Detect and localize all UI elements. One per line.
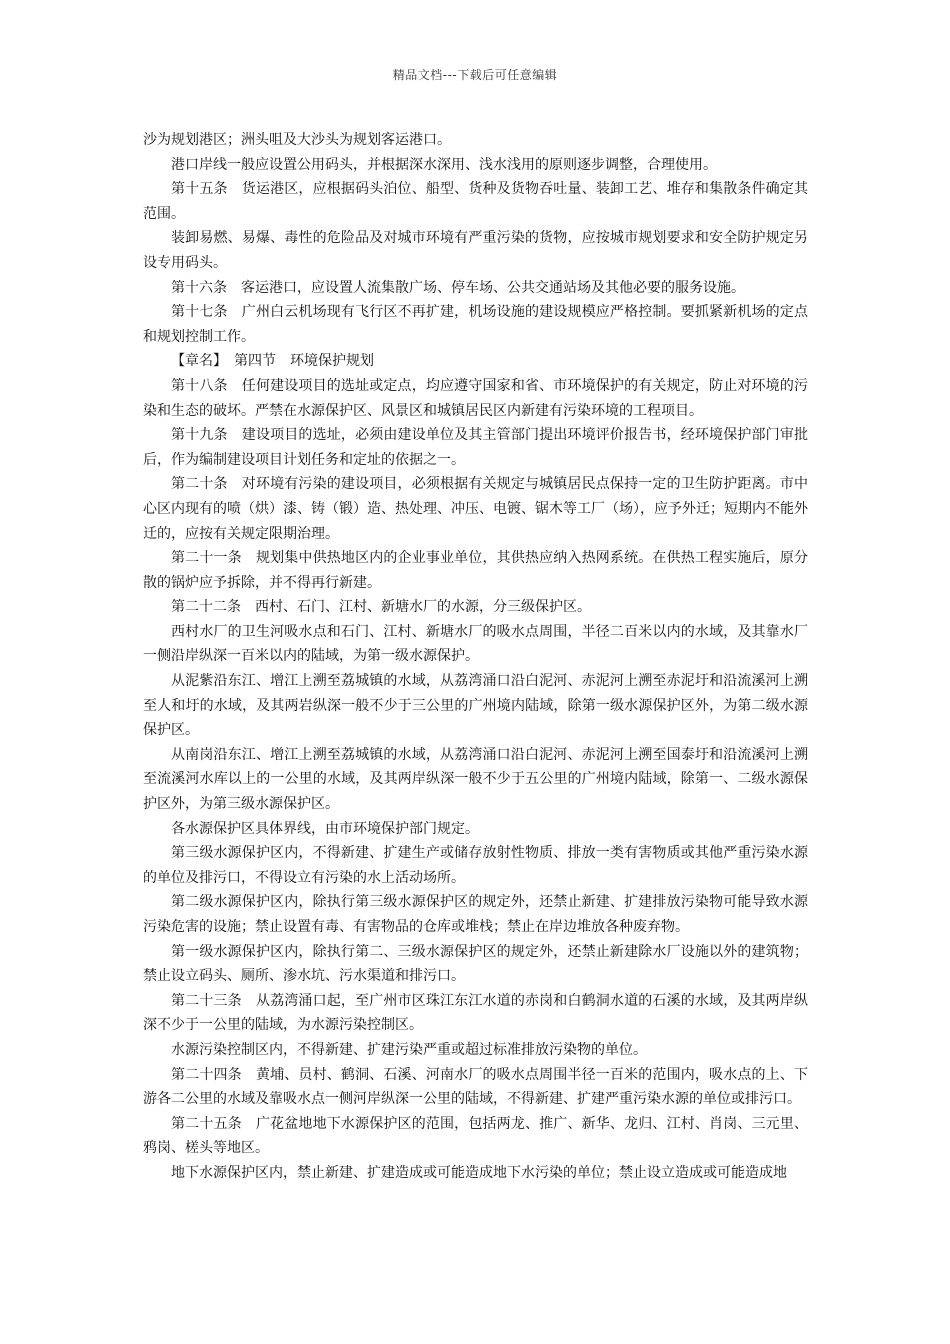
paragraph: 西村水厂的卫生河吸水点和石门、江村、新塘水厂的吸水点周围，半径二百米以内的水域，及其靠水厂一侧沿岸纵深一百米以内的陆域，为第一级水源保护。: [143, 623, 808, 665]
paragraph: 从南岗沿东江、增江上溯至荔城镇的水域，从荔湾涌口沿白泥河、赤泥河上溯至国泰圩和沿流溪河上溯至流溪河水库以上的一公里的水域，及其两岸纵深一般不少于五公里的广州境内陆域，除第一、二级水源保护区外，为第三级水源保护区。: [143, 746, 808, 813]
article-23: 第二十三条 从荔湾涌口起，至广州市区珠江东江水道的赤岗和白鹤洞水道的石溪的水域，及其两岸纵深不少于一公里的陆域，为水源污染控制区。: [143, 992, 808, 1034]
paragraph: 各水源保护区具体界线，由市环境保护部门规定。: [171, 820, 479, 837]
paragraph-continuation: 沙为规划港区；洲头咀及大沙头为规划客运港口。: [143, 132, 451, 148]
paragraph: 港口岸线一般应设置公用码头，并根据深水深用、浅水浅用的原则逐步调整，合理使用。: [171, 156, 717, 173]
article-20: 第二十条 对环境有污染的建设项目，必须根据有关规定与城镇居民点保持一定的卫生防护距离。市中心区内现有的喷（烘）漆、铸（锻）造、热处理、冲压、电镀、锯木等工厂（场），应予外迁；短期内不能外迁的，应按有关规定限期治理。: [143, 476, 808, 542]
paragraph: 第一级水源保护区内，除执行第二、三级水源保护区的规定外，还禁止新建除水厂设施以外的建筑物；禁止设立码头、厕所、渗水坑、污水渠道和排污口。: [143, 943, 808, 985]
article-22: 第二十二条 西村、石门、江村、新塘水厂的水源，分三级保护区。: [171, 599, 591, 616]
paragraph: 从泥紫沿东江、增江上溯至荔城镇的水域，从荔湾涌口沿白泥河、赤泥河上溯至赤泥圩和沿流溪河上溯至人和圩的水域，及其两岩纵深一般不少于三公里的广州境内陆域，除第一级水源保护区外，为第二级水源保护区。: [143, 673, 808, 739]
article-21: 第二十一条 规划集中供热地区内的企业事业单位，其供热应纳入热网系统。在供热工程实施后，原分散的锅炉应予拆除，并不得再行新建。: [143, 550, 808, 591]
paragraph: 装卸易燃、易爆、毒性的危险品及对城市环境有严重污染的货物，应按城市规划要求和安全防护规定另设专用码头。: [143, 230, 808, 271]
chapter-heading: 【章名】 第四节 环境保护规划: [171, 353, 374, 370]
article-16: 第十六条 客运港口，应设置人流集散广场、停车场、公共交通站场及其他必要的服务设施。: [171, 279, 745, 296]
article-25: 第二十五条 广花盆地地下水源保护区的范围，包括两龙、推广、新华、龙归、江村、肖岗、三元里、鸦岗、槎头等地区。: [143, 1115, 808, 1157]
article-17: 第十七条 广州白云机场现有飞行区不再扩建，机场设施的建设规模应严格控制。要抓紧新机场的定点和规划控制工作。: [143, 304, 808, 345]
document-body: [143, 128, 808, 1186]
document-header-watermark: 精品文档---下载后可任意编辑: [392, 68, 558, 82]
paragraph: 第三级水源保护区内，不得新建、扩建生产或储存放射性物质、排放一类有害物质或其他严重污染水源的单位及排污口，不得设立有污染的水上活动场所。: [143, 845, 808, 886]
paragraph: 第二级水源保护区内，除执行第三级水源保护区的规定外，还禁止新建、扩建排放污染物可能导致水源污染危害的设施；禁止设置有毒、有害物品的仓库或堆栈；禁止在岸边堆放各种废弃物。: [143, 894, 808, 935]
paragraph: 地下水源保护区内，禁止新建、扩建造成或可能造成地下水污染的单位；禁止设立造成或可能造成地: [171, 1164, 787, 1181]
article-15: 第十五条 货运港区，应根据码头泊位、船型、货种及货物吞吐量、装卸工艺、堆存和集散条件确定其范围。: [143, 181, 808, 222]
paragraph: 水源污染控制区内，不得新建、扩建污染严重或超过标准排放污染物的单位。: [171, 1041, 647, 1058]
article-18: 第十八条 任何建设项目的选址或定点，均应遵守国家和省、市环境保护的有关规定，防止对环境的污染和生态的破坏。严禁在水源保护区、风景区和城镇居民区内新建有污染环境的工程项目。: [143, 377, 808, 419]
article-19: 第十九条 建设项目的选址，必须由建设单位及其主管部门提出环境评价报告书，经环境保护部门审批后，作为编制建设项目计划任务和定址的依据之一。: [143, 427, 808, 468]
article-24: 第二十四条 黄埔、员村、鹤洞、石溪、河南水厂的吸水点周围半径一百米的范围内，吸水点的上、下游各二公里的水域及靠吸水点一侧河岸纵深一公里的陆域，不得新建、扩建严重污染水源的单位或排污口。: [143, 1066, 808, 1108]
